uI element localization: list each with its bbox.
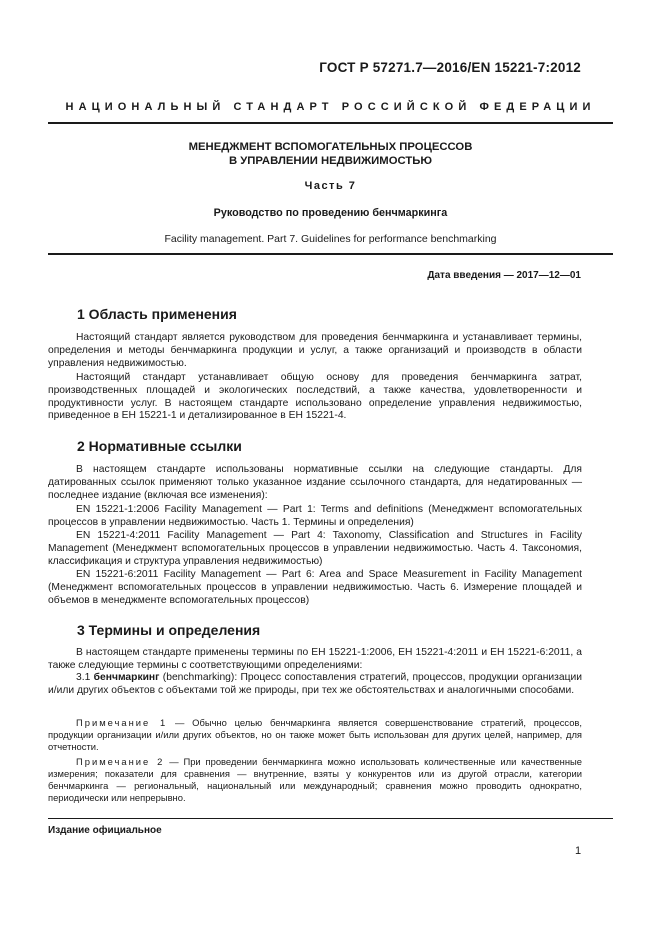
note	[48, 756, 582, 804]
english-title: Facility management. Part 7. Guidelines for performance benchmarking	[164, 233, 497, 245]
section-heading-scope: 1 Область применения	[77, 306, 237, 322]
note-label: Примечание 1	[76, 717, 168, 728]
note-label: Примечание 2	[76, 756, 165, 767]
note	[48, 717, 582, 753]
title-rule	[48, 253, 613, 255]
term-text: (benchmarking): Процесс сопоставления стратегий, процессов, продукции организации и/или других объектов с объектами той же природы, при тех же обстоятельствах и аналогичными способами.	[48, 672, 582, 696]
document-subtitle: Руководство по проведению бенчмаркинга	[213, 207, 448, 219]
introduction-date: Дата введения — 2017—12—01	[427, 270, 581, 281]
standard-code: ГОСТ Р 57271.7—2016/EN 15221-7:2012	[319, 60, 581, 75]
note-text: — Обычно целью бенчмаркинга является совершенствование стратегий, процессов, продукции организации и/или других объектов, но он также может быть использован для других целей, например, для отчетности.	[48, 717, 582, 752]
reference-item: EN 15221-4:2011 Facility Management — Part 4: Taxonomy, Classification and Structures in Facility Management (Менеджмент вспомогательных процессов в управлении недвижимостью. Часть 4. Таксономия, классификация и структура управления недвижимостью)	[48, 530, 582, 567]
official-edition-label: Издание официальное	[48, 825, 162, 836]
reference-item: EN 15221-6:2011 Facility Management — Part 6: Area and Space Measurement in Facility Management (Менеджмент вспомогательных процессов в управлении недвижимостью. Часть 6. Измерение площадей и объемов в менеджменте вспомогательных процессов)	[48, 569, 582, 606]
page-number: 1	[575, 845, 582, 857]
section-heading-terms: 3 Термины и определения	[77, 622, 261, 638]
document-title-line2: В УПРАВЛЕНИИ НЕДВИЖИМОСТЬЮ	[228, 155, 433, 167]
header-rule	[48, 122, 613, 124]
paragraph: В настоящем стандарте использованы нормативные ссылки на следующие стандарты. Для датированных ссылок применяют только указанное издание ссылочного стандарта, для недатированных — последнее издание (включая все изменения):	[48, 464, 582, 501]
note-text: — При проведении бенчмаркинга можно использовать количественные или качественные измерения; показатели для сравнения — внутренние, взяты у конкурентов или из другой отрасли, категории бенчмаркинга — региональный, национальный или международный; сравнения можно проводить однократно, периодически или непрерывно.	[48, 756, 582, 803]
document-title-line1: МЕНЕДЖМЕНТ ВСПОМОГАТЕЛЬНЫХ ПРОЦЕССОВ	[188, 141, 473, 153]
part-label: Часть 7	[304, 180, 357, 192]
paragraph: Настоящий стандарт является руководством для проведения бенчмаркинга и устанавливает термины, определения и методы бенчмаркинга продукции и услуг, а также организаций и производств в области управления недвижимостью.	[48, 332, 582, 369]
footer-rule	[48, 818, 613, 819]
national-standard-title: НАЦИОНАЛЬНЫЙ СТАНДАРТ РОССИЙСКОЙ ФЕДЕРАЦИИ	[65, 101, 596, 113]
paragraph: Настоящий стандарт устанавливает общую основу для проведения бенчмаркинга затрат, производственных площадей и экологических последствий, а также качества, удовлетворенности и продуктивности услуг. В настоящем стандарте использовано определение управления недвижимостью, приведенное в ЕН 15221-1 и детализированное в ЕН 15221-4.	[48, 372, 582, 422]
reference-item: EN 15221-1:2006 Facility Management — Part 1: Terms and definitions (Менеджмент вспомогательных процессов в управлении недвижимостью. Часть 1. Термины и определения)	[48, 504, 582, 528]
term-definition	[48, 672, 582, 698]
term-number: 3.1	[76, 672, 91, 683]
section-heading-normative-references: 2 Нормативные ссылки	[77, 438, 242, 454]
paragraph: В настоящем стандарте применены термины по ЕН 15221-1:2006, ЕН 15221-4:2011 и ЕН 15221-6:2011, а также следующие термины с соответствующими определениями:	[48, 647, 582, 671]
term-name: бенчмаркинг	[93, 672, 160, 683]
